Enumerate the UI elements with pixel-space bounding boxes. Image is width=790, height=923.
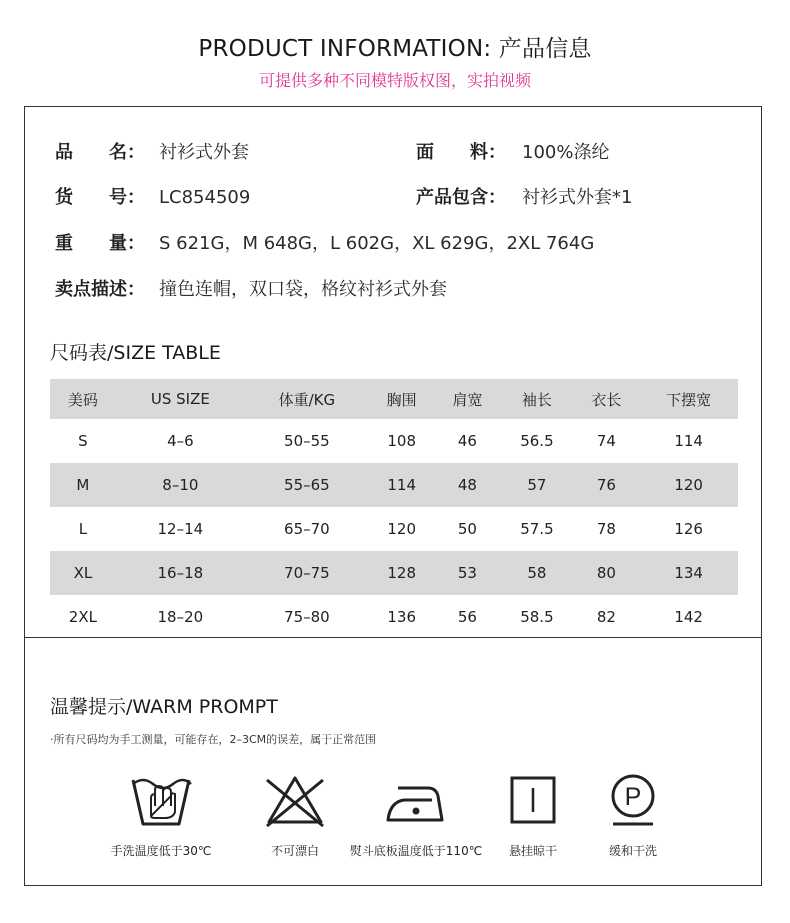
table-cell: 58.5: [520, 608, 554, 626]
package-value: 衬衫式外套*1: [522, 187, 633, 208]
selling-value: 撞色连帽，双口袋，格纹衬衫式外套: [159, 279, 447, 300]
table-header-row: [50, 379, 738, 419]
table-cell: 70–75: [245, 551, 369, 595]
table-cell: 65–70: [284, 520, 330, 538]
table-cell: 114: [369, 463, 435, 507]
no-bleach-label: 不可漂白: [270, 844, 319, 858]
measurement-note: ·所有尺码均为手工测量，可能存在，2–3CM的误差，属于正常范围: [50, 733, 377, 746]
table-cell: 76: [574, 463, 640, 507]
selling-label: 卖点描述：: [55, 279, 145, 300]
dry-clean-icon: [601, 772, 665, 828]
sku-label: 货 号：: [55, 187, 145, 208]
table-cell: 16–18: [116, 551, 245, 595]
header-cell: 肩宽: [435, 379, 501, 419]
hang-dry-icon: [501, 772, 565, 828]
care-item-no-bleach: [225, 772, 365, 859]
table-row: [50, 507, 738, 551]
header-cell: 体重/KG: [245, 379, 369, 419]
page-title: PRODUCT INFORMATION: 产品信息: [198, 36, 592, 62]
info-row-name: [55, 138, 249, 166]
table-cell: S: [78, 432, 88, 450]
table-cell: 57: [500, 463, 573, 507]
table-cell: 74: [596, 432, 616, 450]
fabric-value: 100%涤纶: [522, 142, 610, 163]
table-cell: 142: [674, 608, 703, 626]
table-cell: 2XL: [68, 608, 97, 626]
size-table: [50, 379, 738, 639]
table-cell: 57.5: [520, 520, 554, 538]
hand-wash-label: 手洗温度低于30℃: [110, 844, 212, 858]
iron-icon: [384, 772, 448, 828]
table-cell: 58: [500, 551, 573, 595]
table-cell: 128: [369, 551, 435, 595]
table-cell: 53: [435, 551, 501, 595]
table-cell: 46: [457, 432, 477, 450]
package-label: 产品包含：: [416, 187, 506, 208]
table-cell: 78: [596, 520, 616, 538]
table-cell: 4–6: [167, 432, 194, 450]
table-cell: 136: [387, 608, 416, 626]
info-row-weight: [55, 229, 594, 257]
table-cell: 108: [387, 432, 416, 450]
table-cell: 12–14: [157, 520, 204, 538]
info-row-package: [416, 183, 632, 211]
table-row: [50, 419, 738, 463]
care-item-dry-clean: [563, 772, 703, 859]
table-cell: 56.5: [520, 432, 554, 450]
no-bleach-icon: [263, 772, 327, 828]
name-label: 品 名：: [55, 142, 145, 163]
info-row-sku: [55, 183, 250, 211]
table-row: [50, 595, 738, 639]
header-cell: 美码: [50, 379, 116, 419]
table-cell: 48: [435, 463, 501, 507]
table-cell: M: [50, 463, 116, 507]
hand-wash-icon: [129, 772, 193, 828]
hang-dry-label: 悬挂晾干: [508, 844, 557, 858]
table-cell: 55–65: [245, 463, 369, 507]
header-cell: 下摆宽: [639, 379, 738, 419]
table-cell: 80: [574, 551, 640, 595]
warm-prompt-title: 温馨提示/WARM PROMPT: [50, 696, 278, 718]
table-cell: L: [78, 520, 88, 538]
table-cell: 134: [639, 551, 738, 595]
care-item-hand-wash: [91, 772, 231, 859]
table-row: [50, 463, 738, 507]
table-cell: 75–80: [284, 608, 330, 626]
table-cell: 8–10: [116, 463, 245, 507]
svg-text:P: P: [624, 783, 642, 811]
table-cell: 120: [639, 463, 738, 507]
name-value: 衬衫式外套: [159, 142, 249, 163]
info-row-fabric: [416, 138, 609, 166]
weight-value: S 621G，M 648G，L 602G，XL 629G，2XL 764G: [159, 233, 595, 254]
table-cell: 120: [387, 520, 416, 538]
header-cell: US SIZE: [116, 379, 245, 419]
table-row: [50, 551, 738, 595]
size-table-title: 尺码表/SIZE TABLE: [50, 342, 221, 364]
sku-value: LC854509: [159, 187, 251, 208]
iron-label: 熨斗底板温度低于110℃: [349, 844, 483, 858]
info-row-selling: [55, 275, 447, 303]
header-cell: 袖长: [500, 379, 573, 419]
table-cell: XL: [50, 551, 116, 595]
dry-clean-label: 缓和干洗: [608, 844, 657, 858]
table-cell: 18–20: [157, 608, 204, 626]
table-cell: 126: [674, 520, 703, 538]
weight-label: 重 量：: [55, 233, 145, 254]
page-subtitle: 可提供多种不同模特版权图，实拍视频: [258, 71, 531, 90]
header-cell: 胸围: [369, 379, 435, 419]
fabric-label: 面 料：: [416, 142, 506, 163]
table-cell: 114: [674, 432, 703, 450]
table-cell: 82: [596, 608, 616, 626]
table-cell: 50–55: [284, 432, 330, 450]
table-cell: 50: [457, 520, 477, 538]
table-cell: 56: [457, 608, 477, 626]
header-cell: 衣长: [574, 379, 640, 419]
